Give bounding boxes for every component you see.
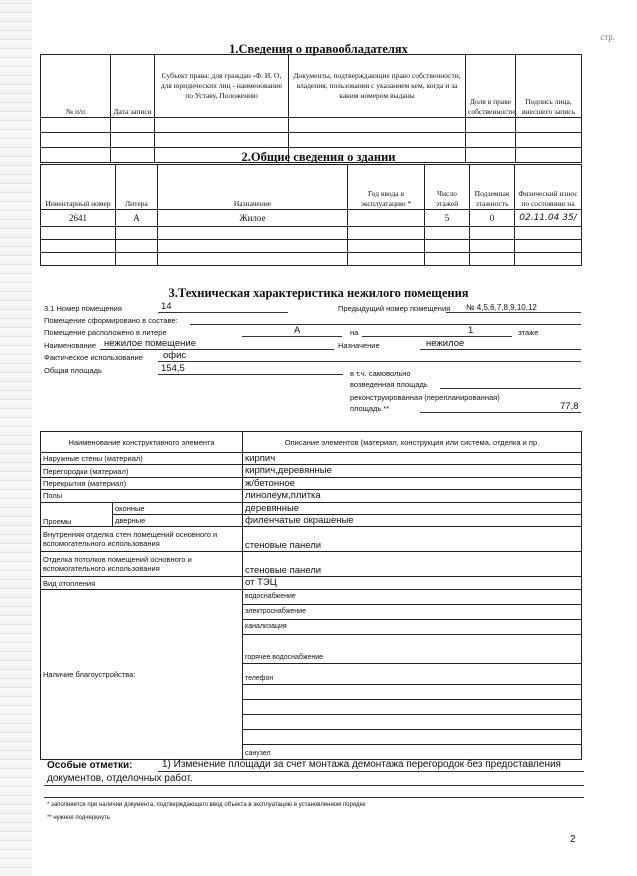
element-row	[41, 453, 582, 465]
amenity-item: электроснабжение	[243, 604, 582, 619]
owners-header-subject: Субъект права: для граждан -Ф. И. О, для юридических лиц - наименование по Уставу, Положению	[155, 55, 289, 118]
amenity-item	[243, 714, 582, 729]
element-value: ж/бетонное	[243, 477, 582, 489]
element-value: кирпич,деревянные	[243, 465, 582, 477]
owners-table	[40, 54, 582, 163]
elements-header-description: Описание элементов (материал, конструкция или система, отделка и пр.	[243, 432, 582, 453]
owners-header-signature: Подпись лица, внесшего запись	[516, 55, 582, 118]
actual-use-label: Фактическое использование	[44, 353, 143, 362]
amenities-label: Наличие благоустройства:	[41, 589, 243, 759]
prev-number-line	[446, 312, 581, 313]
amenity-item	[243, 699, 582, 714]
element-row-doors	[41, 514, 582, 526]
element-row	[41, 490, 582, 502]
element-row-windows	[41, 502, 582, 514]
ceiling-finish-label: Отделка потолков помещений основного и вспомогательного использования	[41, 552, 243, 577]
amenity-item: горячее водоснабжение	[243, 634, 582, 663]
owners-header-num: № п/п	[41, 55, 111, 118]
located-litera-line	[242, 336, 342, 337]
recon-label: реконструированная (перепланированная)	[350, 393, 500, 402]
formed-label: Помещение сформировано в составе:	[44, 316, 178, 325]
purpose-label: Назначение	[338, 341, 380, 350]
on-label: на	[350, 328, 359, 337]
element-value: кирпич	[243, 453, 582, 465]
walls-finish-value: стеновые панели	[243, 527, 582, 552]
building-header-year: Год ввода в эксплуатацию *	[348, 165, 425, 210]
area-label: площадь **	[350, 404, 390, 413]
room-number: 14	[161, 301, 172, 312]
prev-number: № 4,5,6,7,8,9,10,12	[466, 303, 537, 312]
heating-value: от ТЭЦ	[243, 577, 582, 589]
incl-label-1: в т.ч. самовольно	[350, 369, 411, 378]
page-number: 2	[570, 834, 576, 845]
element-row-ceiling-finish	[41, 552, 582, 577]
located-label: Помещение расположено в литере	[44, 328, 167, 337]
purpose-value: нежилое	[426, 338, 465, 349]
building-purpose: Жилое	[158, 210, 348, 227]
room-number-label: 3.1 Номер помещения	[44, 304, 122, 313]
heating-label: Вид отопления	[41, 577, 243, 589]
incl-line	[440, 388, 581, 389]
owners-header-date: Дата записи	[111, 55, 155, 118]
special-line-2	[44, 785, 584, 786]
incl-label-2: возведенная площадь	[350, 380, 428, 389]
total-area-line	[158, 374, 343, 375]
name-value: нежилое помещение	[104, 338, 197, 349]
ceiling-finish-value: стеновые панели	[243, 552, 582, 577]
walls-finish-label: Внутренняя отделка стен помещений основного и вспомогательного использования	[41, 527, 243, 552]
amenity-row	[41, 589, 582, 604]
total-area-label: Общая площадь	[44, 366, 102, 375]
elements-table	[40, 431, 582, 760]
doors-value: филенчатые окрашеные	[243, 514, 582, 526]
actual-use-line	[158, 361, 581, 362]
special-notes-line1: 1) Изменение площади за счет монтажа демонтажа перегородок без предоставления	[162, 759, 561, 770]
element-value: линолеум,плитка	[243, 490, 582, 502]
purpose-line	[420, 349, 581, 350]
element-row-walls-finish	[41, 527, 582, 552]
doors-label: дверные	[113, 514, 243, 526]
owners-header-docs: Документы, подтверждающие право собственности, владения, пользования с указанием кем, когда и за каким номером выданы	[289, 55, 466, 118]
amenity-item: санузел	[243, 744, 582, 759]
located-litera: А	[294, 325, 301, 336]
building-litera: А	[116, 210, 158, 227]
owners-header-share: Доля в праве собственности	[466, 55, 516, 118]
element-name: Перекрытия (материал)	[41, 477, 243, 489]
building-header-underground: Подземная этажность	[470, 165, 515, 210]
building-table	[40, 164, 582, 266]
floor-value: 1	[468, 325, 474, 336]
building-header-wear: Физический износ по состоянию на	[515, 165, 582, 210]
building-header-inventory: Инвентарный номер	[41, 165, 116, 210]
amenity-item: водоснабжение	[243, 589, 582, 604]
special-notes-line2: документов, отделочных работ.	[47, 773, 193, 784]
footnote-1: * заполняется при наличии документа, подтверждающего ввод объекта в эксплуатацию в установленном порядке	[47, 802, 366, 808]
building-floors: 5	[425, 210, 470, 227]
element-name: Полы	[41, 490, 243, 502]
special-notes-label: Особые отметки:	[47, 760, 133, 771]
building-header-purpose: Назначение	[158, 165, 348, 210]
windows-label: оконные	[113, 502, 243, 514]
owners-row	[41, 118, 582, 133]
section2-title: 2.Общие сведения о здании	[241, 150, 396, 164]
room-number-line	[158, 312, 288, 313]
formed-line	[190, 324, 581, 325]
name-label: Наименование	[44, 341, 96, 350]
prev-number-label: Предыдущий номер помещения	[338, 304, 451, 313]
building-inventory: 2641	[41, 210, 116, 227]
building-row	[41, 240, 582, 253]
building-wear-date: 02.11.04 35/	[515, 210, 582, 227]
floor-line	[362, 336, 512, 337]
total-area-value: 154,5	[161, 363, 185, 374]
element-name: Перегородки (материал)	[41, 465, 243, 477]
corner-mark: стр.	[600, 32, 615, 42]
recon-value: 77,8	[560, 401, 579, 412]
element-row	[41, 465, 582, 477]
windows-value: деревянные	[243, 502, 582, 514]
amenity-item	[243, 729, 582, 744]
recon-line	[420, 412, 581, 413]
section3-title: 3.Техническая характеристика нежилого помещения	[168, 286, 469, 300]
amenity-item: канализация	[243, 619, 582, 634]
amenity-item	[243, 684, 582, 699]
element-row	[41, 477, 582, 489]
owners-row	[41, 133, 582, 148]
element-name: Наружные стены (материал)	[41, 453, 243, 465]
element-row-heating	[41, 577, 582, 589]
section1-title: 1.Сведения о правообладателях	[229, 42, 408, 56]
special-line-3	[44, 797, 584, 798]
building-year	[348, 210, 425, 227]
building-row	[41, 227, 582, 240]
building-header-litera: Литера	[116, 165, 158, 210]
building-header-floors: Число этажей	[425, 165, 470, 210]
building-row	[41, 210, 582, 227]
scan-edge	[0, 0, 32, 876]
openings-label: Проемы	[41, 502, 113, 527]
floor-label: этаже	[518, 328, 539, 337]
elements-header-name: Наименование конструктивного элемента	[41, 432, 243, 453]
building-row	[41, 253, 582, 266]
name-line	[100, 349, 334, 350]
actual-use-value: офис	[163, 350, 187, 361]
amenity-item: телефон	[243, 663, 582, 684]
footnote-2: ** нужное подчеркнуть	[47, 815, 110, 821]
building-underground: 0	[470, 210, 515, 227]
